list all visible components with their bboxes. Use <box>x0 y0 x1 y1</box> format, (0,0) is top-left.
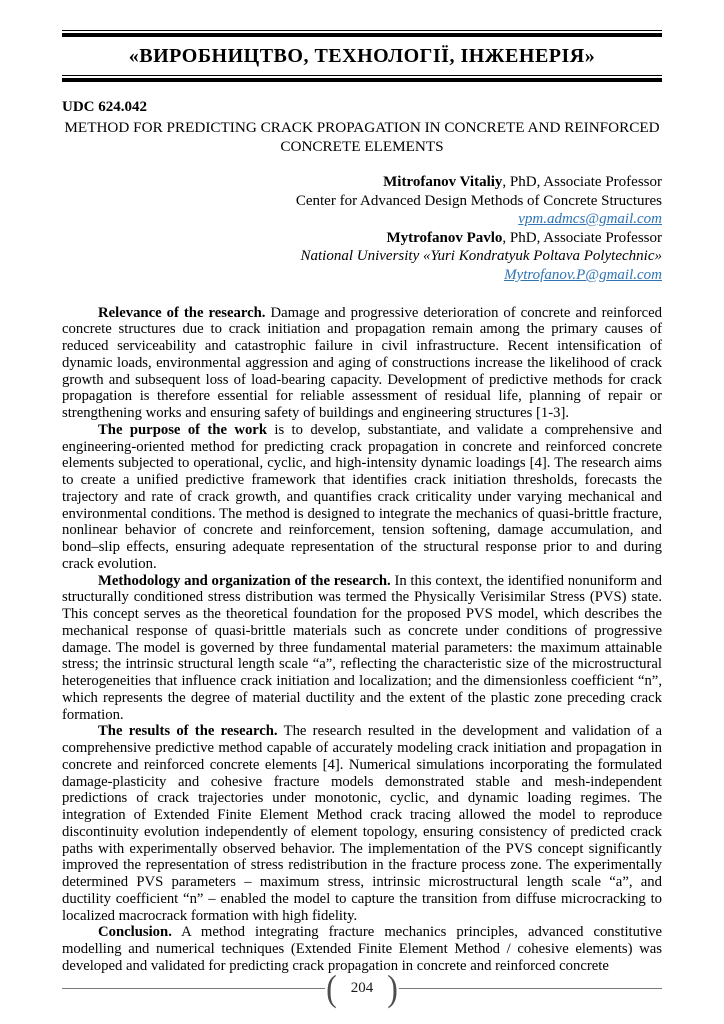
article-body <box>62 305 662 975</box>
header-rule-thin-bottom <box>62 75 662 76</box>
author-name: Mytrofanov Pavlo <box>386 229 503 246</box>
paragraph-text: A method integrating fracture mechanics principles, advanced constitutive modelling and numerical techniques (Extended Finite Element Method / cohesive elements) was developed and validated for predicting crack propagation in concrete and reinforced concrete <box>62 924 662 974</box>
author-email-line <box>62 210 662 229</box>
header-rule-thin-top <box>62 30 662 31</box>
page-number-bracket-left-icon: ( <box>326 967 337 1009</box>
paragraph-lead: The results of the research. <box>98 723 278 740</box>
paragraph-lead: Methodology and organization of the research. <box>98 572 391 589</box>
page-number-bracket-right-icon: ) <box>387 967 398 1009</box>
paragraph-lead: Conclusion. <box>98 924 172 941</box>
journal-title: «ВИРОБНИЦТВО, ТЕХНОЛОГІЇ, ІНЖЕНЕРІЯ» <box>128 45 596 67</box>
footer-rule-left <box>62 988 325 989</box>
article-title: METHOD FOR PREDICTING CRACK PROPAGATION IN CONCRETE AND REINFORCED CONCRETE ELEMENTS <box>64 119 660 155</box>
authors-block <box>62 173 662 285</box>
paragraph-results <box>62 723 662 924</box>
paragraph-methodology <box>62 573 662 724</box>
paragraph-text: is to develop, substantiate, and validate a comprehensive and engineering-oriented method for predicting crack propagation in concrete and reinforced concrete elements subjected to operational, cyclic, and high-intensity dynamic loadings [4]. The research aims to create a unified predictive framework that identifies crack initiation thresholds, forecasts the trajectory and rate of crack growth, and quantifies crack criticality under varying mechanical and environmental conditions. The method is designed to integrate the mechanics of quasi-brittle fracture, nonlinear behavior of concrete and reinforcement, tension softening, damage accumulation, and bond–slip effects, ensuring adequate representation of the structural response prior to and during crack evolution. <box>62 421 663 572</box>
author-email-link[interactable]: Mytrofanov.P@gmail.com <box>504 266 662 283</box>
author-name: Mitrofanov Vitaliy <box>383 174 503 190</box>
header-rule-thick-bottom <box>62 78 662 82</box>
paragraph-lead: The purpose of the work <box>98 421 267 438</box>
udc-code: UDC 624.042 <box>62 99 147 115</box>
author-affiliation: Center for Advanced Design Methods of Concrete Structures <box>295 192 662 209</box>
author-degree: , PhD, Associate Professor <box>502 174 662 190</box>
author-line <box>62 229 662 248</box>
author-email-line <box>62 266 662 285</box>
paragraph-text: In this context, the identified nonuniform and structurally conditioned stress distribution was termed the Physically Verisimilar Stress (PVS) state. This concept serves as the theoretical foundation for the proposed PVS model, which describes the mechanical response of quasi-brittle materials such as concrete under conditions of progressive damage. The model is governed by three fundamental material parameters: the maximum attainable stress; the intrinsic structural length scale “a”, reflecting the characteristic size of the microstructural heterogeneities that influence crack initiation and localization; and the dimensionless coefficient “n”, which represents the degree of material ductility and the extent of the plastic zone preceding crack formation. <box>62 572 663 723</box>
paragraph-text: The research resulted in the development and validation of a comprehensive predictive method capable of accurately modeling crack initiation and propagation in concrete and reinforced concrete elements [4]. Numerical simulations incorporating the formulated damage-plasticity and cohesive fracture models demonstrated stable and mesh-independent predictions of crack trajectories under monotonic, cyclic, and dynamic loading regimes. The integration of Extended Finite Element Method crack tracing allowed the model to reproduce discontinuity evolution independently of element topology, ensuring consistency of predicted crack paths with experimentally observed behavior. The implementation of the PVS concept significantly improved the representation of stress redistribution in the fracture process zone. The experimentally determined PVS parameters – maximum stress, intrinsic microstructural length scale “a”, and ductility coefficient “n” – enabled the model to capture the transition from diffuse microcracking to localized macrocrack formation with high fidelity. <box>62 723 662 924</box>
journal-header-band <box>62 30 662 82</box>
page-footer <box>62 968 662 1008</box>
author-degree: , PhD, Associate Professor <box>502 229 662 246</box>
footer-rule-right <box>399 988 662 989</box>
paragraph-relevance <box>62 305 662 422</box>
author-affiliation: National University «Yuri Kondratyuk Poltava Polytechnic» <box>300 248 662 265</box>
paragraph-lead: Relevance of the research. <box>98 304 266 321</box>
paragraph-text: Damage and progressive deterioration of concrete and reinforced concrete structures due to crack initiation and propagation remain among the primary causes of reduced serviceability and catastrophic failure in civil infrastructure. Recent intensification of dynamic loads, environmental aggression and aging of constructions increase the likelihood of crack growth and subsequent loss of load-bearing capacity. Development of predictive methods for crack propagation is therefore essential for reliable assessment of residual life, planning of repair or strengthening works and ensuring safety of buildings and engineering structures [1-3]. <box>62 304 663 422</box>
author-email-link[interactable]: vpm.admcs@gmail.com <box>518 211 662 228</box>
author-line <box>62 173 662 192</box>
paragraph-purpose <box>62 422 662 573</box>
page-number: 204 <box>350 979 374 996</box>
